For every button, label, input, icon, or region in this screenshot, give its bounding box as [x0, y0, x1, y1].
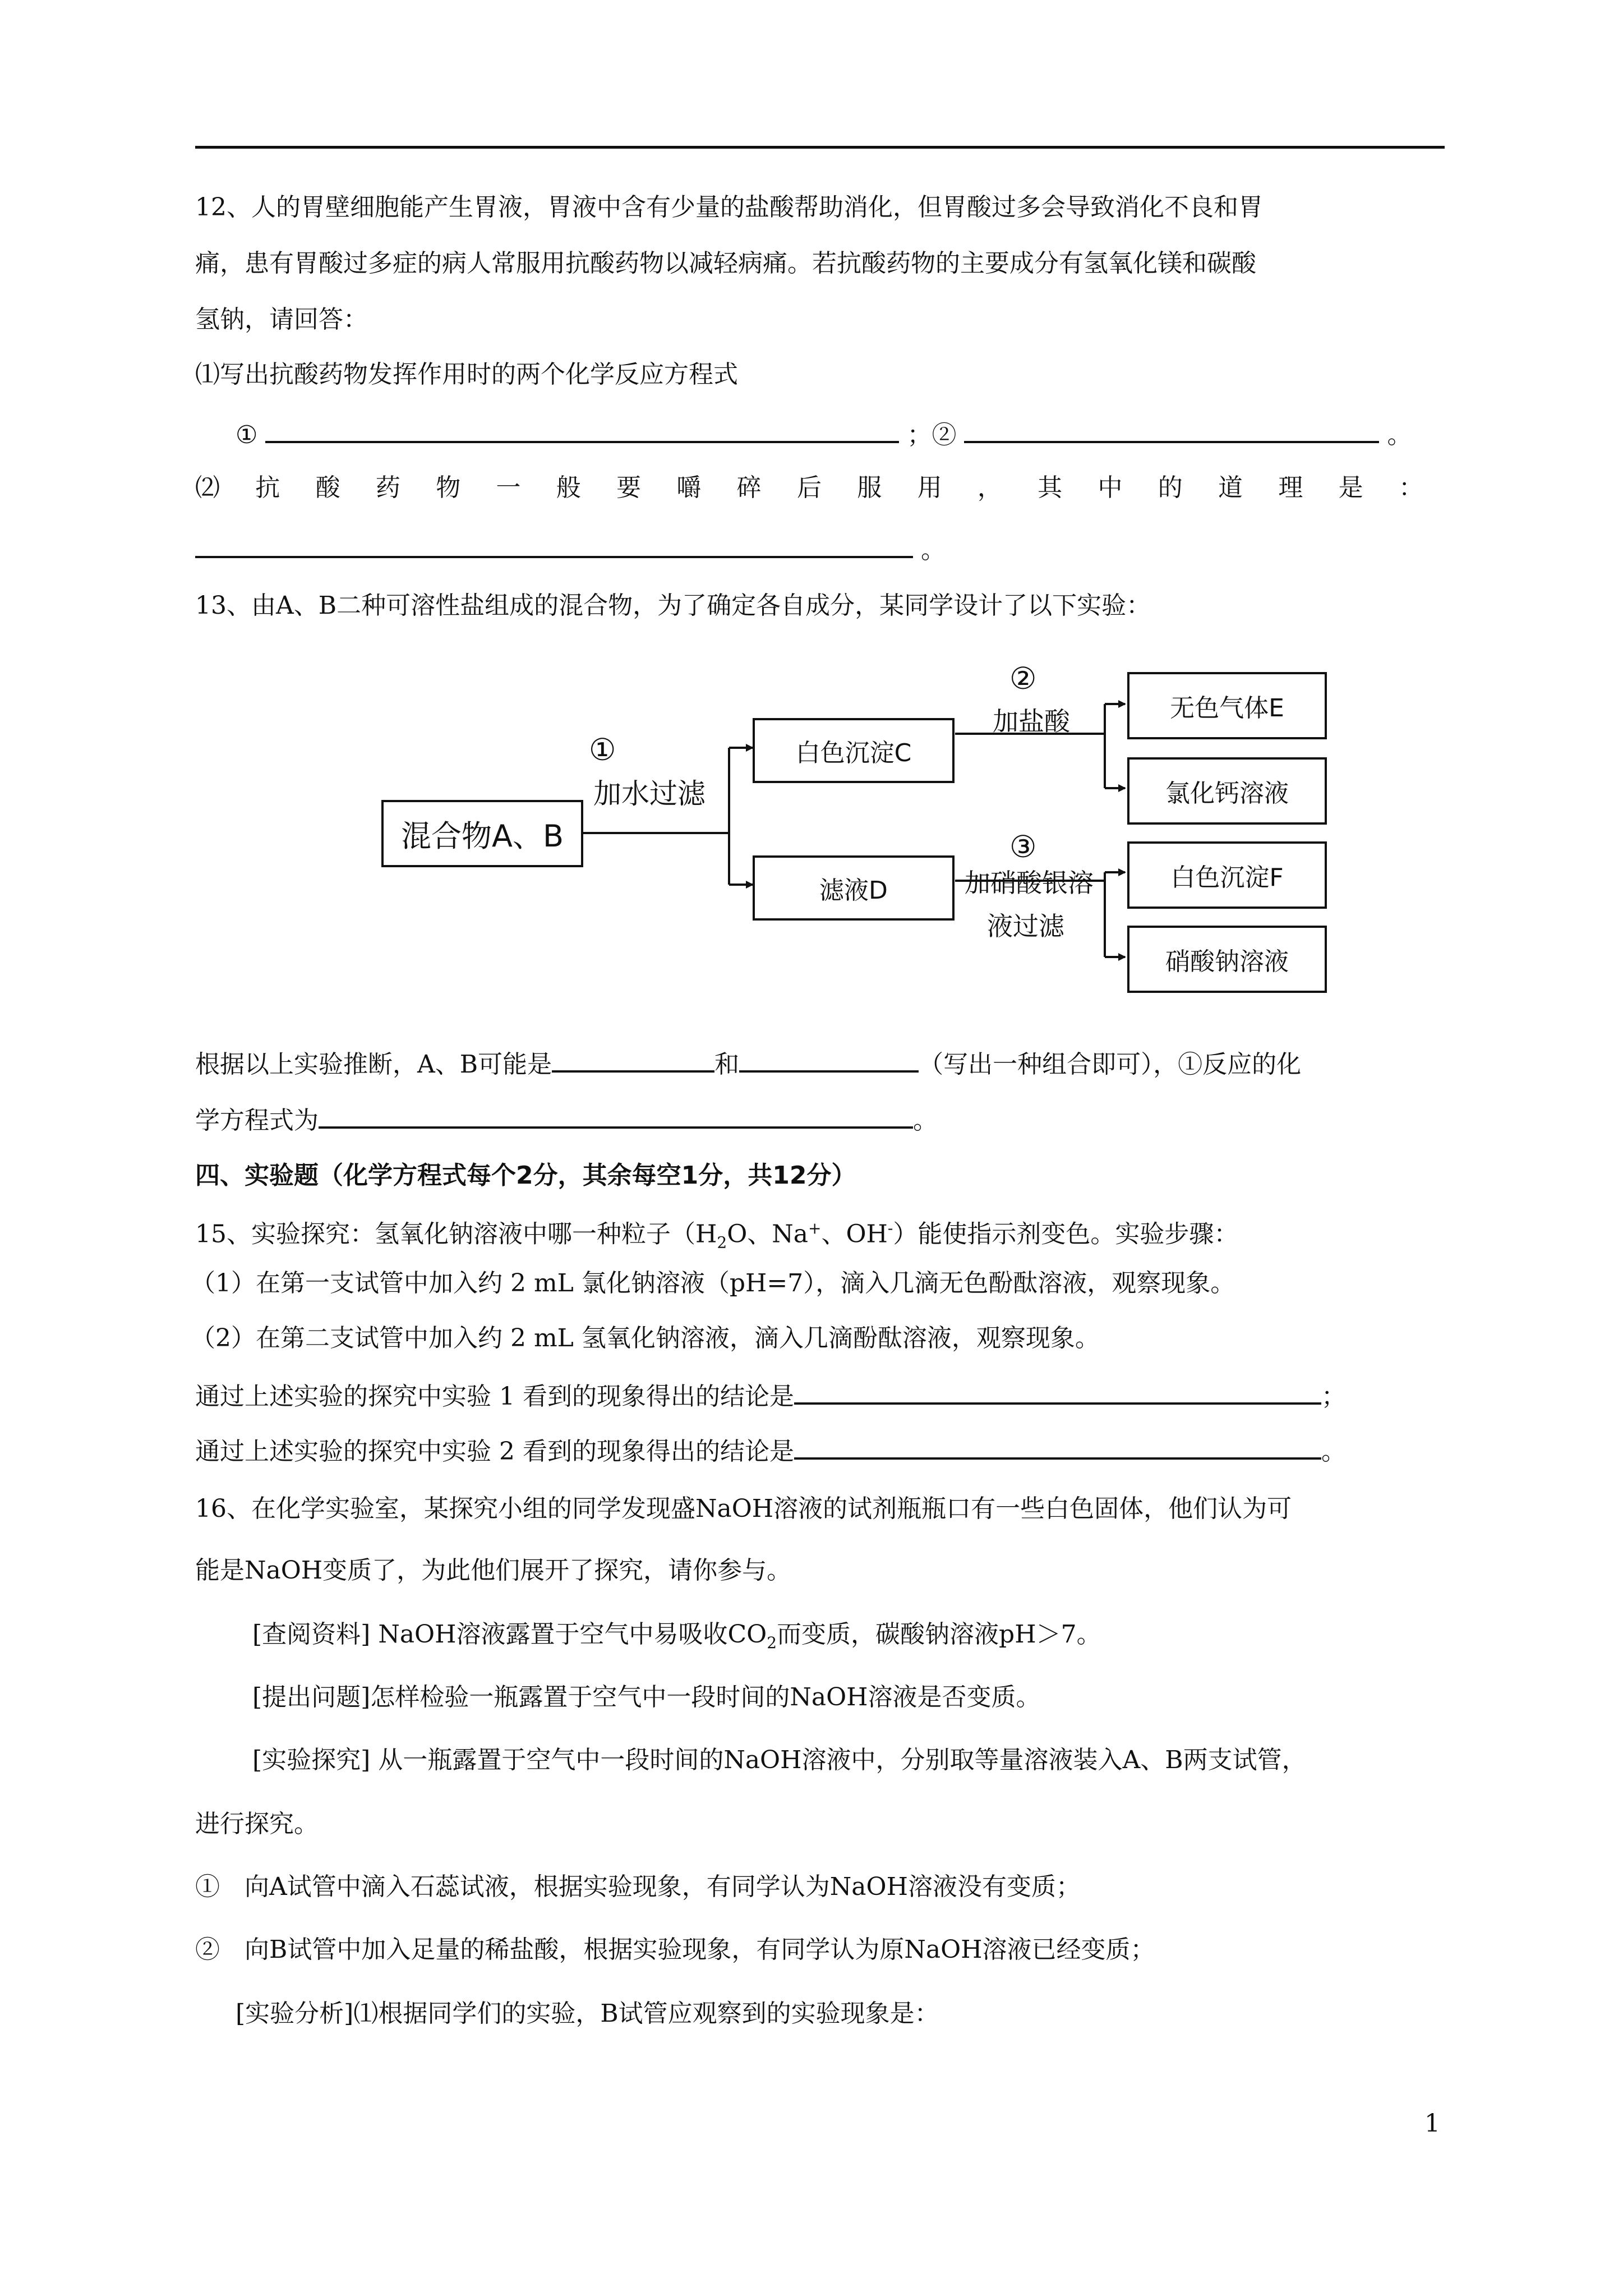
q15-conclusion1: [195, 1377, 1346, 1414]
section-4-heading: 四、实验题（化学方程式每个2分，其余每空1分，共12分）: [195, 1161, 856, 1190]
q12-period: 。: [1387, 421, 1412, 449]
q15-concl1-end: ；: [1321, 1382, 1346, 1411]
q13-ans-note: （写出一种组合即可），①反应的化: [919, 1050, 1302, 1079]
q13-blank-equation[interactable]: [319, 1101, 913, 1129]
q16-analysis: [实验分析]⑴根据同学们的实验，B试管应观察到的实验现象是：: [236, 1999, 939, 2028]
q12-sub2-char: 般: [556, 473, 581, 502]
q12-sub2-char: 要: [616, 473, 642, 502]
q12-blank-1[interactable]: [265, 415, 899, 443]
precipitate-f-box: 白色沉淀F: [1127, 841, 1327, 909]
q12-line1: 12、人的胃壁细胞能产生胃液，胃液中含有少量的盐酸帮助消化，但胃酸过多会导致消化不良和胃: [195, 193, 1263, 222]
q12-sub2-char: ，: [977, 473, 1002, 502]
q16-item2: ② 向B试管中加入足量的稀盐酸，根据实验现象，有同学认为原NaOH溶液已经变质；: [195, 1935, 1155, 1964]
q16-info-sub: 2: [767, 1633, 777, 1652]
q12-sub2-char: 的: [1158, 473, 1183, 502]
q12-sub2-char: 是: [1338, 473, 1363, 502]
q16-line1: 16、在化学实验室，某探究小组的同学发现盛NaOH溶液的试剂瓶瓶口有一些白色固体，他们认为可: [195, 1494, 1292, 1523]
q15-line1: [195, 1212, 1238, 1259]
q15-step2: （2）在第二支试管中加入约 2 mL 氢氧化钠溶液，滴入几滴酚酞溶液，观察现象。: [191, 1324, 1100, 1352]
mixture-box: 混合物A、B: [381, 800, 583, 867]
q16-line2: 能是NaOH变质了，为此他们展开了探究，请你参与。: [195, 1556, 792, 1585]
q15-step1: （1）在第一支试管中加入约 2 mL 氯化钠溶液（pH=7），滴入几滴无色酚酞溶液，观察现象。: [191, 1269, 1235, 1297]
q16-explore-line2: 进行探究。: [195, 1810, 319, 1838]
q16-info-a: [查阅资料] NaOH溶液露置于空气中易吸收CO: [252, 1620, 767, 1649]
q15-text-b: O、Na: [727, 1220, 808, 1249]
q15-sub: 2: [717, 1233, 727, 1252]
nano3-solution-box: 硝酸钠溶液: [1127, 926, 1327, 993]
page-number: 1: [1424, 2109, 1440, 2138]
q12-sub2-char: 碎: [736, 473, 762, 502]
q13-answer-row2: [195, 1101, 938, 1138]
q15-text-d: ）能使指示剂变色。实验步骤：: [893, 1220, 1239, 1249]
q12-sub2-char: 物: [436, 473, 461, 502]
q12-sub2-char: 用: [917, 473, 942, 502]
filtrate-d-box: 滤液D: [753, 855, 955, 921]
step3-label-line1: 加硝酸银溶: [965, 868, 1094, 898]
q13-blank-a[interactable]: [552, 1045, 714, 1073]
q12-blank-3[interactable]: [195, 530, 913, 558]
q15-text-c: 、OH: [821, 1220, 888, 1249]
q12-sub2-char: 酸: [315, 473, 340, 502]
q12-sub2-char: 一: [496, 473, 521, 502]
q12-line2: 痛，患有胃酸过多症的病人常服用抗酸药物以减轻病痛。若抗酸药物的主要成分有氢氧化镁和碳酸: [195, 249, 1256, 278]
q15-blank-2[interactable]: [794, 1432, 1321, 1460]
q13-answer-row1: [195, 1045, 1301, 1082]
q12-sub2-char: ⑵: [195, 473, 220, 502]
q12-sub1: ⑴写出抗酸药物发挥作用时的两个化学反应方程式: [195, 360, 738, 389]
experiment-flow-diagram: [376, 651, 1329, 1010]
q12-sub2-char: 理: [1278, 473, 1303, 502]
step3-number: ③: [1009, 829, 1037, 864]
step3-label-line2: 液过滤: [987, 911, 1064, 941]
q15-sup2: -: [887, 1219, 893, 1237]
q12-period-2: 。: [921, 536, 946, 564]
q12-sub2-char: 嚼: [676, 473, 702, 502]
step2-label: 加盐酸: [993, 706, 1070, 737]
q12-sub2-char: 道: [1218, 473, 1243, 502]
q12-blank-row2: [195, 530, 946, 567]
q13-blank-b[interactable]: [739, 1045, 919, 1073]
q12-sub2-char: 其: [1038, 473, 1063, 502]
q12-sub2-char: ：: [1398, 473, 1423, 502]
step1-label: 加水过滤: [593, 777, 706, 810]
q16-info-b: 而变质，碳酸钠溶液pH＞7。: [777, 1620, 1101, 1649]
q13-period: 。: [913, 1106, 938, 1135]
q12-line3: 氢钠，请回答：: [195, 305, 368, 334]
q12-sub2: [195, 471, 1423, 505]
q15-concl1-text: 通过上述实验的探究中实验 1 看到的现象得出的结论是: [195, 1382, 794, 1411]
precipitate-c-box: 白色沉淀C: [753, 718, 955, 783]
q13-ans-and: 和: [714, 1050, 740, 1079]
q13-ans-prefix: 根据以上实验推断，A、B可能是: [195, 1050, 552, 1079]
q16-explore-line1: [实验探究] 从一瓶露置于空气中一段时间的NaOH溶液中，分别取等量溶液装入A、B两支试管，: [252, 1746, 1307, 1774]
q12-mark1: ①: [236, 421, 258, 449]
q13-ans-line2-prefix: 学方程式为: [195, 1106, 319, 1135]
q12-sub2-char: 中: [1098, 473, 1123, 502]
q12-sub2-char: 药: [375, 473, 400, 502]
q15-concl2-text: 通过上述实验的探究中实验 2 看到的现象得出的结论是: [195, 1437, 794, 1466]
cacl2-solution-box: 氯化钙溶液: [1127, 757, 1327, 825]
q16-item1: ① 向A试管中滴入石蕊试液，根据实验现象，有同学认为NaOH溶液没有变质；: [195, 1872, 1081, 1901]
q16-question: [提出问题]怎样检验一瓶露置于空气中一段时间的NaOH溶液是否变质。: [252, 1683, 1041, 1711]
q15-conclusion2: [195, 1432, 1346, 1469]
step2-number: ②: [1009, 661, 1037, 696]
q12-sep: ；②: [907, 421, 957, 449]
q13-line1: 13、由A、B二种可溶性盐组成的混合物，为了确定各自成分，某同学设计了以下实验：: [195, 591, 1151, 620]
q15-sup1: +: [808, 1219, 822, 1237]
q15-blank-1[interactable]: [794, 1377, 1321, 1405]
header-rule: [195, 146, 1445, 149]
gas-e-box: 无色气体E: [1127, 672, 1327, 739]
q16-info: [252, 1618, 1101, 1660]
q12-sub2-char: 服: [857, 473, 882, 502]
q15-concl2-end: 。: [1321, 1437, 1346, 1466]
step1-number: ①: [589, 732, 616, 767]
q12-blank-row: [236, 415, 1412, 452]
q15-text-a: 15、实验探究：氢氧化钠溶液中哪一种粒子（H: [195, 1220, 717, 1249]
q12-sub2-char: 抗: [255, 473, 280, 502]
q12-sub2-char: 后: [796, 473, 822, 502]
q12-blank-2[interactable]: [964, 415, 1379, 443]
